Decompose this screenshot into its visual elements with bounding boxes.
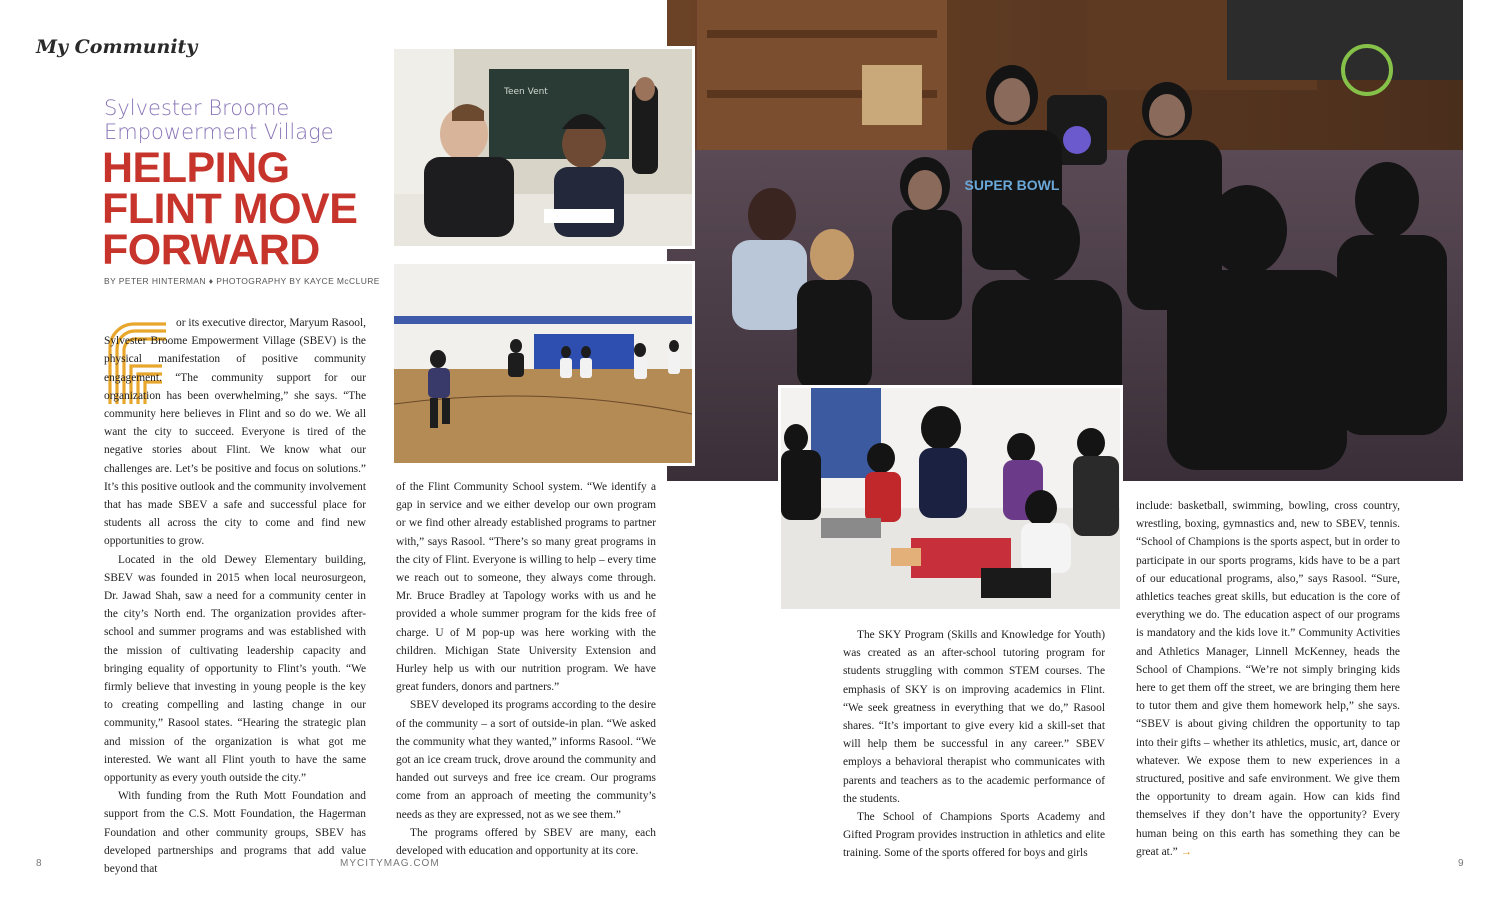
paragraph (1136, 497, 1400, 861)
body-column-2 (396, 478, 656, 860)
paragraph: The School of Champions Sports Academy and Gifted Program provides instruction in athletics and elite training. Some of the sports offered for boys and girls (843, 811, 1105, 860)
chalkboard-text: Teen Vent (504, 87, 548, 97)
body-column-1 (104, 314, 366, 878)
paragraph: SBEV developed its programs according to the desire of the community – a sort of outside-in plan. “We asked the community what they wanted,” informs Rasool. “We got an ice cream truck, drove around the community and handed out surveys and free ice cream. Our programs come from an approach of meeting the community’s needs as they are expressed, not as we see them.” (396, 699, 656, 821)
photo-gym-running (391, 261, 695, 466)
paragraph: The SKY Program (Skills and Knowledge for Youth) was created as an after-school tutoring program for students struggling with common STEM courses. The emphasis of SKY is on improving academics in Flint. “We seek greatness in everything that we do,” Rasool shares. “It’s important to give every kid a skill-set that will help them be successful in any career.” SBEV employs a behavioral therapist who communicates with parents and teachers as to the academic performance of the students. (843, 629, 1105, 805)
paragraph-text: include: basketball, swimming, bowling, cross country, wrestling, boxing, gymnastics and, new to SBEV, tennis. “School of Champions is the sports aspect, but in order to participate in our sports programs, kids have to be a part of our educational programs, also,” says Rasool. “Sure, athletics teaches great skills, but education is the core of everything we do. The education aspect of our programs is mandatory and the kids love it.” Community Activities and Athletics Manager, Linnell McKenney, heads the School of Champions. “We’re not simply bringing kids here to get them off the street, we are bringing them here to tutor them and give them homework help,” she says. “SBEV is about giving children the opportunity to tap into their gifts – whether its athletics, music, art, dance or whatever. We expose them to new experiences in a structured, positive and safe environment. We give them the opportunity to dream again. How can kids find themselves if they don’t have the opportunity? Every human being on this earth has something they can be great at.” (1136, 500, 1400, 858)
byline: BY PETER HINTERMAN ♦ PHOTOGRAPHY BY KAYCE McCLURE (104, 276, 380, 286)
article-kicker: Sylvester Broome Empowerment Village (104, 96, 334, 144)
article-headline: HELPING FLINT MOVE FORWARD (102, 144, 358, 274)
page-number-left: 8 (36, 858, 43, 869)
body-column-3 (843, 626, 1105, 863)
photo-food-table (778, 385, 1123, 612)
page-number-right: 9 (1458, 858, 1465, 869)
continue-arrow-icon: → (1180, 845, 1192, 858)
paragraph: or its executive director, Maryum Rasool, Sylvester Broome Empowerment Village (SBEV) is the physical manifestation of positive community engagement. “The community support for our organization has been overwhelming,” she says. “The community here believes in Flint and so do we. We all want the city to succeed. Everyone is tired of the negative stories about Flint. We know what our challenges are. Let’s be positive and focus on solutions.” It’s this positive outlook and the community involvement that has made SBEV a safe and successful place for students all across the city to come and find new opportunities to grow. (104, 317, 366, 548)
paragraph: of the Flint Community School system. “We identify a gap in service and we either develop our own program or we find other already established programs to partner with,” says Rasool. “There’s so many great programs in the city of Flint. Everyone is willing to help – every time we reach out to someone, they always come through. Mr. Bruce Bradley at Tapology works with us and he provided a whole summer program for the kids free of charge. U of M pop-up was here working with the children. Michigan State University Extension and Hurley help us with our nutrition program. We have great funders, donors and partners.” (396, 481, 656, 694)
paragraph: With funding from the Ruth Mott Foundation and support from the C.S. Mott Foundation, the Hagerman Foundation and other community groups, SBEV has developed partnerships and programs that add value beyond that (104, 790, 366, 876)
photo-classroom-tutoring (391, 46, 695, 249)
section-label: My Community (36, 36, 198, 58)
paragraph: Located in the old Dewey Elementary building, SBEV was founded in 2015 when local neurosurgeon, Dr. Jawad Shah, saw a need for a community center in the city’s North end. The organization provides after-school and summer programs and was established with the mission of cultivating leadership capacity and bringing equality of opportunity to Flint’s youth. “We firmly believe that investing in young people is the key to creating compelling and lasting change in our community,” Rasool states. “Hearing the strategic plan and mission of the organization is what got me interested. We want all Flint youth to have the same opportunity as every youth outside the city.” (104, 553, 366, 785)
site-url: MYCITYMAG.COM (340, 858, 440, 869)
paragraph: The programs offered by SBEV are many, each developed with education and opportunity at its core. (396, 826, 656, 858)
body-column-4 (1136, 497, 1400, 861)
shirt-text: SUPER BOWL (964, 177, 1060, 193)
